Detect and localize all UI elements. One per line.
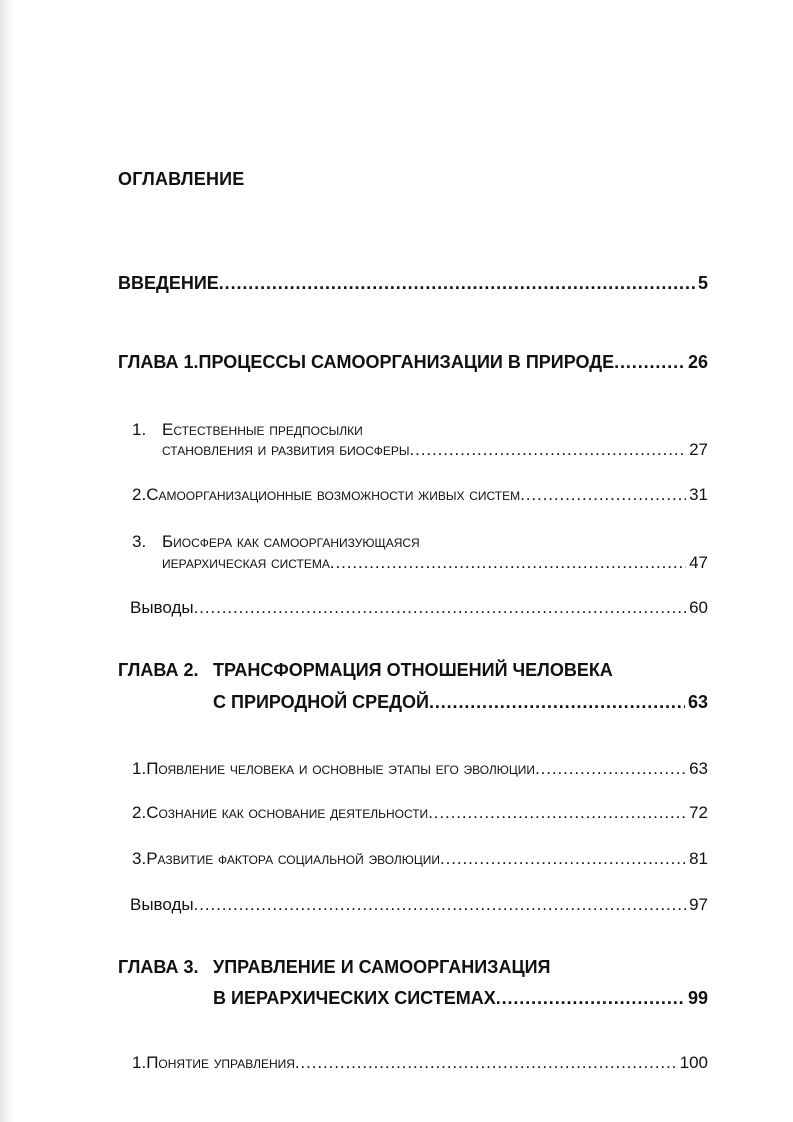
section-number: 1. bbox=[132, 759, 147, 778]
entry-page: 26 bbox=[687, 352, 708, 372]
entry-page: 5 bbox=[697, 273, 708, 293]
toc-entry-1-3-line1 bbox=[118, 532, 420, 552]
chapter-title-line2: С ПРИРОДНОЙ СРЕДОЙ bbox=[213, 692, 429, 712]
dot-leader bbox=[535, 759, 686, 779]
dot-leader bbox=[410, 440, 687, 460]
section-number: 2. bbox=[132, 485, 147, 504]
toc-entry-2-2[interactable] bbox=[118, 803, 708, 823]
page-edge-shadow bbox=[0, 0, 14, 1122]
chapter-number: ГЛАВА 1. bbox=[118, 352, 199, 372]
dot-leader bbox=[440, 849, 686, 869]
toc-entry-1-conclusions[interactable] bbox=[118, 598, 708, 618]
section-title: Развитие фактора социальной эволюции bbox=[146, 849, 441, 868]
entry-page: 100 bbox=[679, 1053, 708, 1072]
dot-leader bbox=[330, 553, 686, 573]
dot-leader bbox=[219, 273, 695, 294]
section-title: Появление человека и основные этапы его эволюции bbox=[146, 759, 536, 778]
entry-page: 27 bbox=[689, 440, 708, 459]
toc-entry-1-3[interactable] bbox=[118, 553, 708, 573]
section-number: 3. bbox=[132, 849, 147, 868]
section-number: 1. bbox=[132, 420, 147, 439]
chapter-title-line2: В ИЕРАРХИЧЕСКИХ СИСТЕМАХ bbox=[213, 988, 496, 1008]
section-title: Понятие управления bbox=[146, 1053, 295, 1072]
dot-leader bbox=[428, 803, 686, 823]
section-number: 1. bbox=[132, 1053, 147, 1072]
entry-label: ВВЕДЕНИЕ bbox=[118, 273, 219, 293]
section-number: 2. bbox=[132, 803, 147, 822]
section-title-line2: становления и развития биосферы bbox=[162, 440, 410, 459]
chapter-number: ГЛАВА 3. bbox=[118, 957, 199, 977]
dot-leader bbox=[520, 485, 686, 505]
toc-entry-intro[interactable] bbox=[118, 273, 708, 294]
dot-leader bbox=[496, 988, 685, 1009]
toc-entry-1-1-line1 bbox=[118, 420, 363, 440]
dot-leader bbox=[295, 1053, 677, 1073]
conclusions-label: Выводы bbox=[130, 895, 194, 914]
toc-entry-1-2[interactable] bbox=[118, 485, 708, 505]
toc-title: ОГЛАВЛЕНИЕ bbox=[118, 169, 245, 189]
toc-entry-chapter-3-line1 bbox=[118, 957, 550, 978]
entry-page: 63 bbox=[689, 759, 708, 778]
toc-entry-chapter-2-line1 bbox=[118, 660, 613, 681]
section-number: 3. bbox=[132, 532, 147, 551]
chapter-title-line1: УПРАВЛЕНИЕ И САМООРГАНИЗАЦИЯ bbox=[213, 957, 551, 977]
entry-page: 31 bbox=[689, 485, 708, 504]
chapter-number: ГЛАВА 2. bbox=[118, 660, 199, 680]
dot-leader bbox=[614, 352, 685, 373]
toc-entry-chapter-2[interactable] bbox=[118, 692, 708, 713]
toc-entry-chapter-3[interactable] bbox=[118, 988, 708, 1009]
toc-entry-3-1[interactable] bbox=[118, 1053, 708, 1073]
toc-entry-1-1[interactable] bbox=[118, 440, 708, 460]
entry-page: 81 bbox=[689, 849, 708, 868]
dot-leader bbox=[429, 692, 685, 713]
entry-page: 60 bbox=[689, 598, 708, 617]
section-title: Сознание как основание деятельности bbox=[146, 803, 429, 822]
entry-page: 72 bbox=[689, 803, 708, 822]
toc-entry-chapter-1[interactable] bbox=[118, 352, 708, 373]
dot-leader bbox=[194, 895, 686, 915]
entry-page: 47 bbox=[689, 553, 708, 572]
section-title-line1: Естественные предпосылки bbox=[162, 420, 363, 439]
chapter-title: ПРОЦЕССЫ САМООРГАНИЗАЦИИ В ПРИРОДЕ bbox=[198, 352, 615, 372]
toc-entry-2-1[interactable] bbox=[118, 759, 708, 779]
toc-entry-2-conclusions[interactable] bbox=[118, 895, 708, 915]
section-title-line2: иерархическая система bbox=[162, 553, 330, 572]
dot-leader bbox=[194, 598, 686, 618]
section-title: Самоорганизационные возможности живых систем bbox=[146, 485, 521, 504]
entry-page: 97 bbox=[689, 895, 708, 914]
conclusions-label: Выводы bbox=[130, 598, 194, 617]
entry-page: 99 bbox=[687, 988, 708, 1008]
section-title-line1: Биосфера как самоорганизующаяся bbox=[162, 532, 420, 551]
entry-page: 63 bbox=[687, 692, 708, 712]
chapter-title-line1: ТРАНСФОРМАЦИЯ ОТНОШЕНИЙ ЧЕЛОВЕКА bbox=[213, 660, 613, 680]
toc-entry-2-3[interactable] bbox=[118, 849, 708, 869]
